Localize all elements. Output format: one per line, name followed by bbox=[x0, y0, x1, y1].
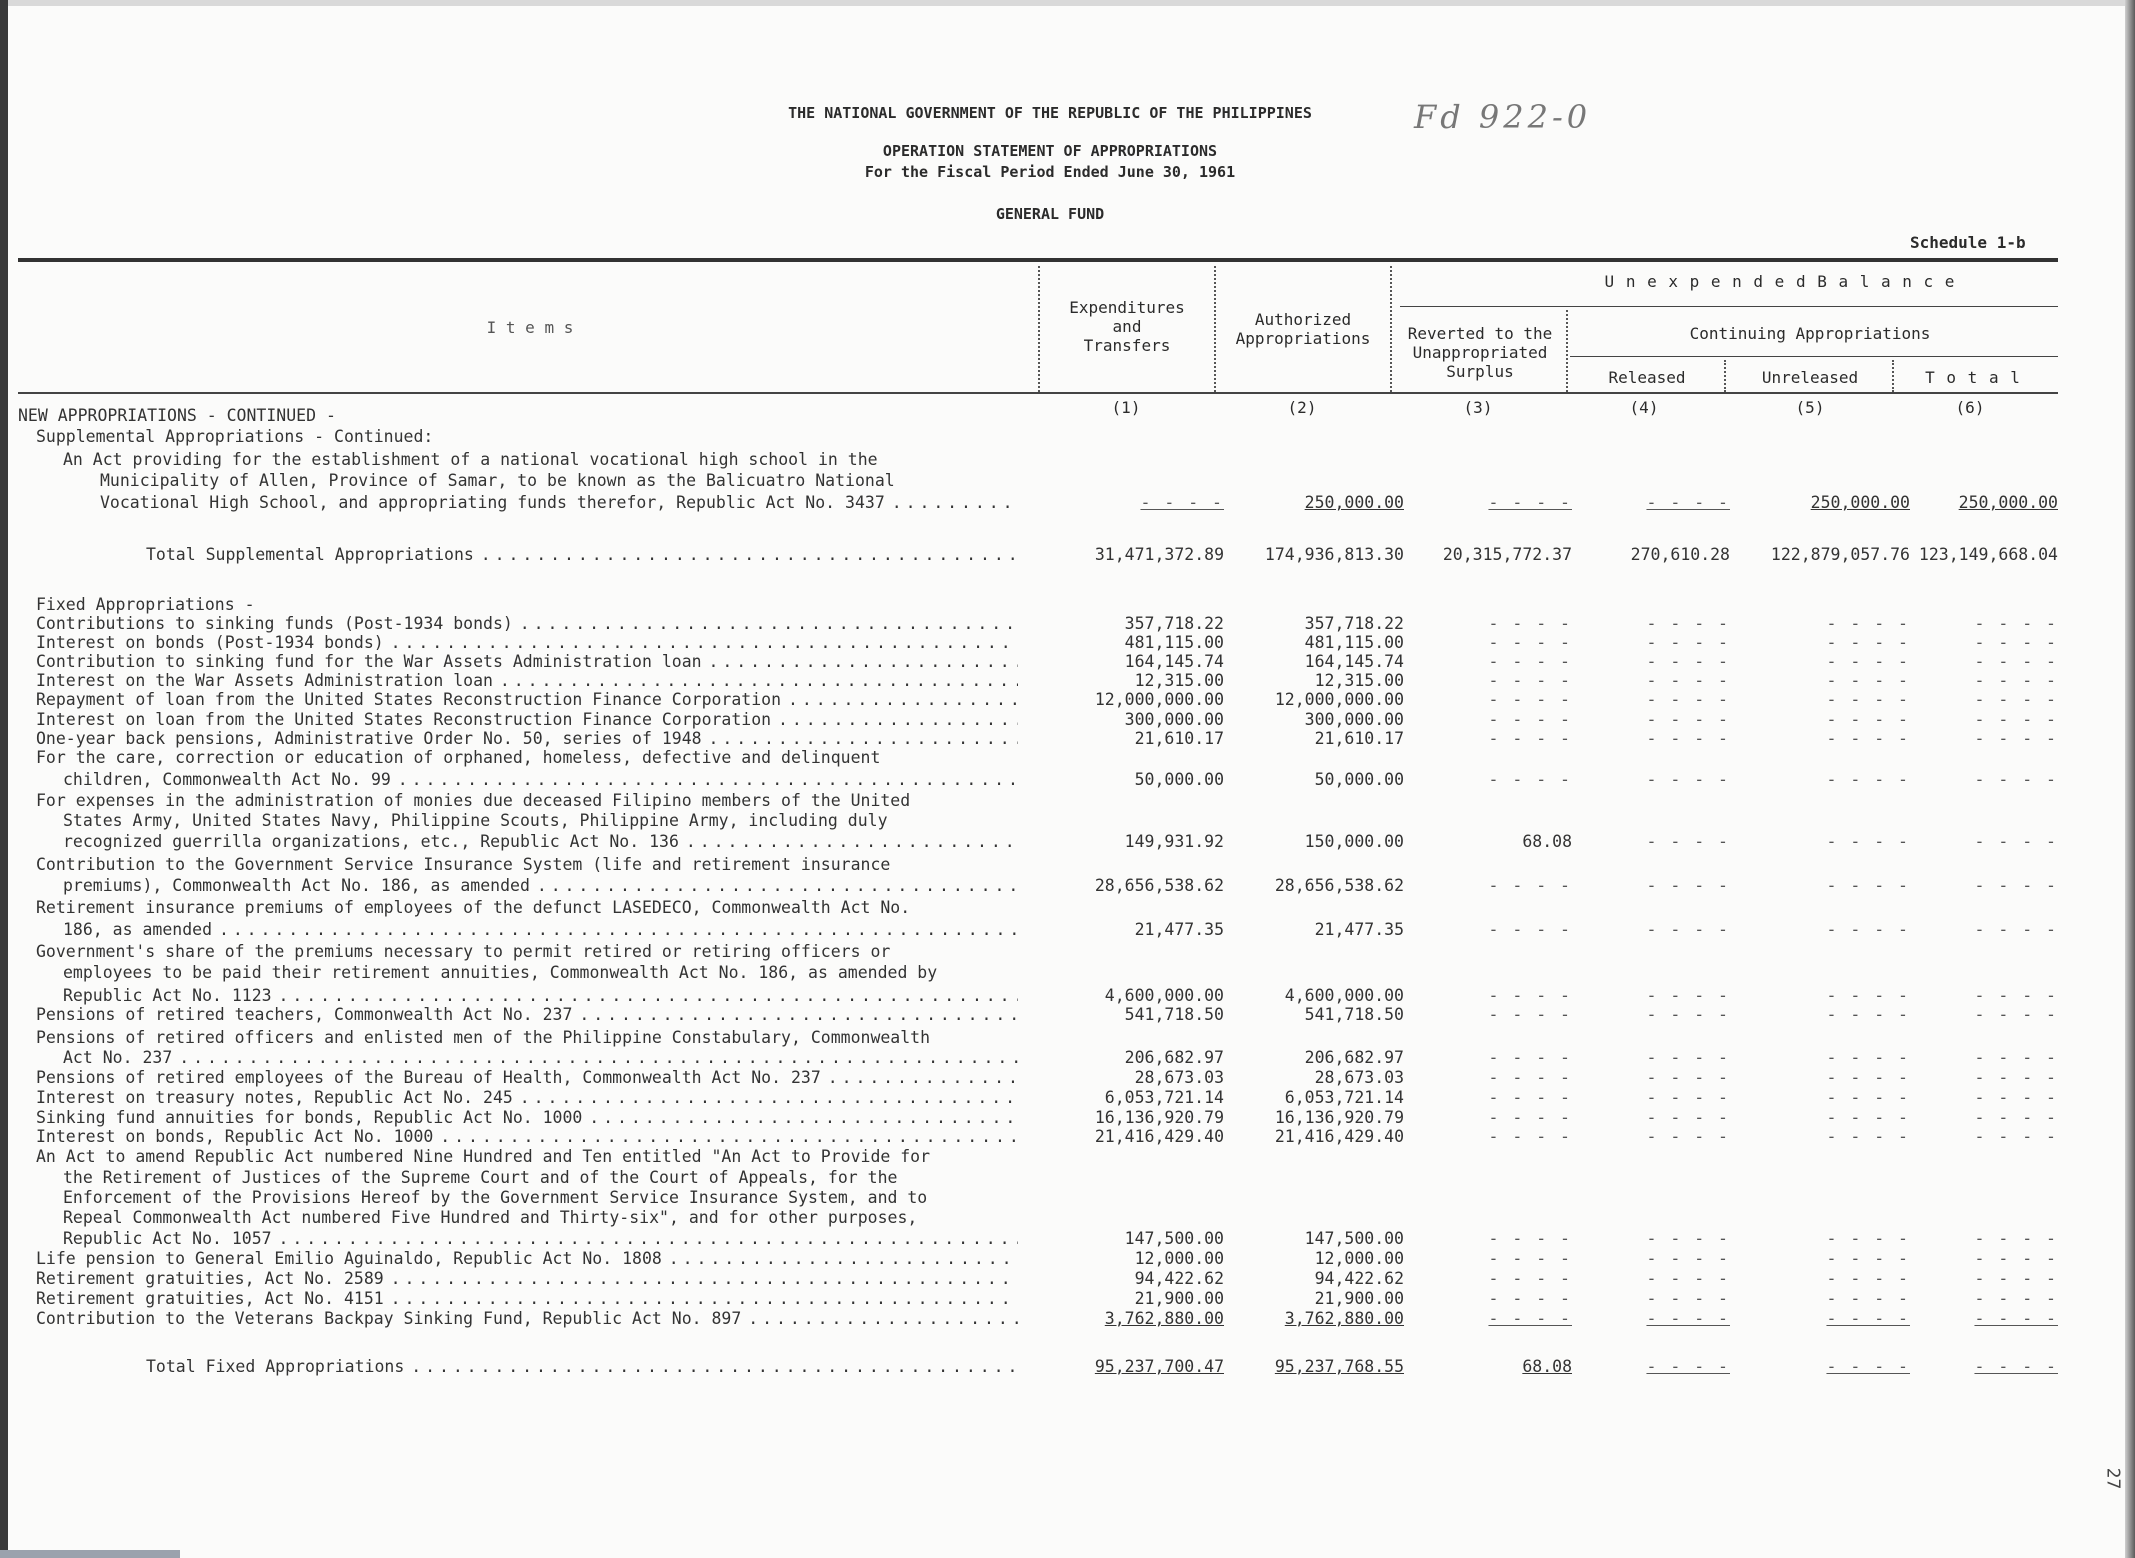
row-value-col3: - - - - bbox=[1488, 1068, 1572, 1087]
row-value-col2: 300,000.00 bbox=[1304, 710, 1404, 729]
row-value-col1: 95,237,700.47 bbox=[1094, 1357, 1224, 1376]
row-label: Interest on bonds, Republic Act No. 1000 . . . bbox=[18, 1127, 1018, 1146]
row-value-col4: - - - - bbox=[1646, 614, 1730, 633]
row-value-col5: - - - - bbox=[1826, 1005, 1910, 1024]
row-value-col3: - - - - bbox=[1488, 920, 1572, 939]
row-label: premiums), Commonwealth Act No. 186, as amended . . . bbox=[18, 876, 1018, 895]
table-row bbox=[18, 1357, 2058, 1376]
row-value-col5: 250,000.00 bbox=[1810, 493, 1910, 512]
row-value-col2: 481,115.00 bbox=[1304, 633, 1404, 652]
row-label: Repeal Commonwealth Act numbered Five Hundred and Thirty-six", and for other purposes, bbox=[63, 1208, 918, 1227]
scan-edge-top bbox=[0, 0, 2135, 6]
column-head-expenditures-line1: Expenditures bbox=[1069, 298, 1185, 317]
table-row bbox=[18, 493, 2058, 512]
row-value-col6: - - - - bbox=[1974, 1309, 2058, 1328]
table-row bbox=[18, 1028, 2058, 1047]
table-row bbox=[18, 920, 2058, 939]
row-label: Retirement gratuities, Act No. 4151 . . . bbox=[18, 1289, 1018, 1308]
row-value-col3: - - - - bbox=[1488, 1088, 1572, 1107]
row-value-col2: 150,000.00 bbox=[1304, 832, 1404, 851]
row-value-col5: - - - - bbox=[1826, 614, 1910, 633]
schedule-label: Schedule 1-b bbox=[1910, 233, 2026, 252]
row-label: Contribution to the Government Service Insurance System (life and retirement insurance bbox=[36, 855, 891, 874]
row-value-col3: - - - - bbox=[1488, 876, 1572, 895]
row-value-col6: 250,000.00 bbox=[1958, 493, 2058, 512]
row-label: States Army, United States Navy, Philippine Scouts, Philippine Army, including duly bbox=[63, 811, 888, 830]
row-value-col4: - - - - bbox=[1646, 770, 1730, 789]
row-value-col4: - - - - bbox=[1646, 493, 1730, 512]
table-row bbox=[18, 633, 2058, 652]
row-value-col2: 28,656,538.62 bbox=[1274, 876, 1404, 895]
row-value-col2: 94,422.62 bbox=[1314, 1269, 1404, 1288]
row-value-col6: - - - - bbox=[1974, 1357, 2058, 1376]
row-value-col3: - - - - bbox=[1488, 1048, 1572, 1067]
table-row bbox=[18, 963, 2058, 982]
row-value-col6: - - - - bbox=[1974, 1289, 2058, 1308]
row-value-col4: - - - - bbox=[1646, 1249, 1730, 1268]
table-row bbox=[18, 471, 2058, 490]
table-row bbox=[18, 942, 2058, 961]
row-value-col6: - - - - bbox=[1974, 1068, 2058, 1087]
row-value-col6: - - - - bbox=[1974, 690, 2058, 709]
row-value-col5: - - - - bbox=[1826, 920, 1910, 939]
row-value-col6: - - - - bbox=[1974, 633, 2058, 652]
row-label: An Act providing for the establishment of a national vocational high school in the bbox=[63, 450, 878, 469]
column-head-authorized-line1: Authorized bbox=[1254, 310, 1352, 329]
row-label: Repayment of loan from the United States Reconstruction Finance Corporation . . . bbox=[18, 690, 1018, 709]
row-value-col5: - - - - bbox=[1826, 1357, 1910, 1376]
row-value-col3: - - - - bbox=[1488, 652, 1572, 671]
row-value-col2: 50,000.00 bbox=[1314, 770, 1404, 789]
row-value-col5: - - - - bbox=[1826, 1309, 1910, 1328]
table-row bbox=[18, 855, 2058, 874]
row-value-col2: 21,900.00 bbox=[1314, 1289, 1404, 1308]
row-value-col4: - - - - bbox=[1646, 1229, 1730, 1248]
column-head-reverted-line1: Reverted to the bbox=[1407, 324, 1553, 343]
column-head-expenditures-line3: Transfers bbox=[1083, 336, 1171, 355]
column-head-reverted-line3: Surplus bbox=[1446, 362, 1514, 381]
row-value-col1: 21,610.17 bbox=[1134, 729, 1224, 748]
row-value-col5: - - - - bbox=[1826, 671, 1910, 690]
row-value-col1: 50,000.00 bbox=[1134, 770, 1224, 789]
table-row bbox=[18, 690, 2058, 709]
table-row bbox=[18, 573, 2058, 592]
row-value-col5: - - - - bbox=[1826, 1108, 1910, 1127]
row-value-col5: - - - - bbox=[1826, 1048, 1910, 1067]
row-label: Interest on loan from the United States Reconstruction Finance Corporation . . . bbox=[18, 710, 1018, 729]
row-value-col6: - - - - bbox=[1974, 710, 2058, 729]
row-value-col5: - - - - bbox=[1826, 690, 1910, 709]
row-value-col3: 68.08 bbox=[1522, 1357, 1572, 1376]
row-value-col5: - - - - bbox=[1826, 986, 1910, 1005]
row-value-col1: 206,682.97 bbox=[1124, 1048, 1224, 1067]
row-value-col4: - - - - bbox=[1646, 690, 1730, 709]
row-value-col3: - - - - bbox=[1488, 614, 1572, 633]
row-value-col6: 123,149,668.04 bbox=[1918, 545, 2058, 564]
row-label: Total Supplemental Appropriations . . . bbox=[18, 545, 1018, 564]
row-value-col6: - - - - bbox=[1974, 986, 2058, 1005]
row-label: Government's share of the premiums necessary to permit retired or retiring officers or bbox=[36, 942, 891, 961]
row-label: Supplemental Appropriations - Continued: bbox=[36, 427, 434, 446]
row-label: Contribution to the Veterans Backpay Sinking Fund, Republic Act No. 897 . . . bbox=[18, 1309, 1018, 1328]
row-value-col2: 16,136,920.79 bbox=[1274, 1108, 1404, 1127]
row-value-col2: 21,610.17 bbox=[1314, 729, 1404, 748]
row-value-col2: 12,315.00 bbox=[1314, 671, 1404, 690]
row-value-col1: 94,422.62 bbox=[1134, 1269, 1224, 1288]
row-value-col2: 357,718.22 bbox=[1304, 614, 1404, 633]
row-value-col5: - - - - bbox=[1826, 633, 1910, 652]
row-value-col6: - - - - bbox=[1974, 1048, 2058, 1067]
row-value-col4: - - - - bbox=[1646, 1005, 1730, 1024]
row-label: Pensions of retired teachers, Commonwealth Act No. 237 . . . bbox=[18, 1005, 1018, 1024]
table-row bbox=[18, 545, 2058, 564]
row-value-col4: - - - - bbox=[1646, 1269, 1730, 1288]
row-label: Interest on bonds (Post-1934 bonds) . . . bbox=[18, 633, 1018, 652]
table-row bbox=[18, 1289, 2058, 1308]
row-value-col3: 20,315,772.37 bbox=[1442, 545, 1572, 564]
row-value-col6: - - - - bbox=[1974, 1229, 2058, 1248]
header-period: For the Fiscal Period Ended June 30, 1961 bbox=[864, 163, 1236, 181]
row-value-col1: 149,931.92 bbox=[1124, 832, 1224, 851]
table-row bbox=[18, 1168, 2058, 1187]
row-value-col4: - - - - bbox=[1646, 633, 1730, 652]
column-head-reverted-line2: Unappropriated bbox=[1412, 343, 1548, 362]
row-value-col3: - - - - bbox=[1488, 671, 1572, 690]
row-value-col5: - - - - bbox=[1826, 876, 1910, 895]
row-value-col3: - - - - bbox=[1488, 1309, 1572, 1328]
table-row bbox=[18, 1208, 2058, 1227]
row-value-col1: 16,136,920.79 bbox=[1094, 1108, 1224, 1127]
table-row bbox=[18, 1127, 2058, 1146]
table-row bbox=[18, 1309, 2058, 1328]
table-row bbox=[18, 1048, 2058, 1067]
column-head-expenditures bbox=[1044, 298, 1210, 355]
row-value-col4: - - - - bbox=[1646, 710, 1730, 729]
row-value-col3: - - - - bbox=[1488, 1005, 1572, 1024]
row-value-col4: - - - - bbox=[1646, 1357, 1730, 1376]
row-value-col2: 3,762,880.00 bbox=[1284, 1309, 1404, 1328]
table-top-rule bbox=[18, 258, 2058, 262]
row-value-col5: - - - - bbox=[1826, 710, 1910, 729]
table-row bbox=[18, 1188, 2058, 1207]
row-value-col1: 28,656,538.62 bbox=[1094, 876, 1224, 895]
table-row bbox=[18, 614, 2058, 633]
row-value-col3: - - - - bbox=[1488, 1229, 1572, 1248]
row-value-col4: - - - - bbox=[1646, 876, 1730, 895]
row-value-col1: 28,673.03 bbox=[1134, 1068, 1224, 1087]
row-value-col3: - - - - bbox=[1488, 710, 1572, 729]
row-label: Republic Act No. 1057 . . . bbox=[18, 1229, 1018, 1248]
column-separator-6 bbox=[1892, 360, 1894, 392]
row-value-col6: - - - - bbox=[1974, 1269, 2058, 1288]
column-number-2: (2) bbox=[1287, 398, 1317, 417]
column-head-expenditures-line2: and bbox=[1112, 317, 1142, 336]
row-value-col5: - - - - bbox=[1826, 1229, 1910, 1248]
scan-edge-left bbox=[0, 0, 8, 1558]
row-value-col6: - - - - bbox=[1974, 1088, 2058, 1107]
row-value-col2: 174,936,813.30 bbox=[1264, 545, 1404, 564]
scan-edge-right bbox=[2125, 0, 2135, 1558]
row-value-col5: - - - - bbox=[1826, 1289, 1910, 1308]
column-head-continuing: Continuing Appropriations bbox=[1689, 324, 1931, 343]
row-label: employees to be paid their retirement annuities, Commonwealth Act No. 186, as amended by bbox=[63, 963, 938, 982]
row-value-col2: 6,053,721.14 bbox=[1284, 1088, 1404, 1107]
row-value-col4: - - - - bbox=[1646, 1127, 1730, 1146]
row-label: Contribution to sinking fund for the War Assets Administration loan . . . bbox=[18, 652, 1018, 671]
table-row bbox=[18, 811, 2058, 830]
archive-footer-strip bbox=[0, 1550, 180, 1558]
row-label: Pensions of retired employees of the Bureau of Health, Commonwealth Act No. 237 . . . bbox=[18, 1068, 1018, 1087]
row-value-col3: - - - - bbox=[1488, 633, 1572, 652]
table-row bbox=[18, 1329, 2058, 1348]
row-value-col6: - - - - bbox=[1974, 770, 2058, 789]
row-label: Total Fixed Appropriations . . . bbox=[18, 1357, 1018, 1376]
row-value-col5: - - - - bbox=[1826, 1249, 1910, 1268]
row-value-col1: 300,000.00 bbox=[1124, 710, 1224, 729]
row-value-col1: 12,315.00 bbox=[1134, 671, 1224, 690]
row-value-col1: 357,718.22 bbox=[1124, 614, 1224, 633]
table-row bbox=[18, 986, 2058, 1005]
column-head-released: Released bbox=[1608, 368, 1686, 387]
row-value-col2: 12,000,000.00 bbox=[1274, 690, 1404, 709]
row-value-col1: 31,471,372.89 bbox=[1094, 545, 1224, 564]
column-head-reverted bbox=[1396, 324, 1564, 381]
header-statement: OPERATION STATEMENT OF APPROPRIATIONS bbox=[882, 142, 1218, 160]
row-value-col1: 12,000,000.00 bbox=[1094, 690, 1224, 709]
row-label: Republic Act No. 1123 . . . bbox=[18, 986, 1018, 1005]
column-head-unreleased: Unreleased bbox=[1761, 368, 1859, 387]
column-separator-1 bbox=[1038, 266, 1040, 392]
row-value-col4: - - - - bbox=[1646, 920, 1730, 939]
row-label: One-year back pensions, Administrative Order No. 50, series of 1948 . . . bbox=[18, 729, 1018, 748]
row-label: recognized guerrilla organizations, etc., Republic Act No. 136 . . . bbox=[18, 832, 1018, 851]
header-bottom-rule bbox=[18, 392, 2058, 394]
row-label: Fixed Appropriations - bbox=[36, 595, 255, 614]
table-row bbox=[18, 652, 2058, 671]
row-value-col2: 21,477.35 bbox=[1314, 920, 1404, 939]
row-value-col6: - - - - bbox=[1974, 652, 2058, 671]
column-head-unexpended-balance: U n e x p e n d e d B a l a n c e bbox=[1604, 272, 1956, 291]
row-value-col4: - - - - bbox=[1646, 1068, 1730, 1087]
column-head-authorized-line2: Appropriations bbox=[1235, 329, 1371, 348]
row-label: For expenses in the administration of monies due deceased Filipino members of the United bbox=[36, 791, 911, 810]
row-value-col4: - - - - bbox=[1646, 671, 1730, 690]
row-value-col3: - - - - bbox=[1488, 729, 1572, 748]
row-label: 186, as amended . . . bbox=[18, 920, 1018, 939]
row-value-col4: - - - - bbox=[1646, 729, 1730, 748]
row-value-col4: - - - - bbox=[1646, 1088, 1730, 1107]
row-value-col5: - - - - bbox=[1826, 1088, 1910, 1107]
row-value-col4: - - - - bbox=[1646, 652, 1730, 671]
row-value-col5: - - - - bbox=[1826, 1269, 1910, 1288]
handwritten-annotation: Fd 922-0 bbox=[1414, 98, 1592, 136]
table-row bbox=[18, 898, 2058, 917]
row-value-col6: - - - - bbox=[1974, 1249, 2058, 1268]
header-government: THE NATIONAL GOVERNMENT OF THE REPUBLIC OF THE PHILIPPINES bbox=[788, 104, 1312, 122]
row-value-col4: - - - - bbox=[1646, 986, 1730, 1005]
row-value-col5: 122,879,057.76 bbox=[1770, 545, 1910, 564]
column-number-5: (5) bbox=[1795, 398, 1825, 417]
page-number: 27 bbox=[2102, 1467, 2124, 1490]
row-label: Municipality of Allen, Province of Samar, to be known as the Balicuatro National bbox=[100, 471, 895, 490]
row-value-col2: 21,416,429.40 bbox=[1274, 1127, 1404, 1146]
row-value-col6: - - - - bbox=[1974, 1108, 2058, 1127]
row-label: Interest on treasury notes, Republic Act No. 245 . . . bbox=[18, 1088, 1018, 1107]
row-value-col2: 147,500.00 bbox=[1304, 1229, 1404, 1248]
row-value-col4: 270,610.28 bbox=[1630, 545, 1730, 564]
column-head-authorized bbox=[1220, 310, 1386, 348]
header-fund: GENERAL FUND bbox=[995, 205, 1105, 223]
table-row bbox=[18, 791, 2058, 810]
row-value-col1: 481,115.00 bbox=[1124, 633, 1224, 652]
row-value-col3: - - - - bbox=[1488, 1269, 1572, 1288]
table-row bbox=[18, 1088, 2058, 1107]
row-value-col3: - - - - bbox=[1488, 986, 1572, 1005]
row-value-col3: - - - - bbox=[1488, 1249, 1572, 1268]
column-separator-4 bbox=[1566, 310, 1568, 392]
row-value-col1: 147,500.00 bbox=[1124, 1229, 1224, 1248]
table-row bbox=[18, 427, 2058, 446]
column-number-1: (1) bbox=[1111, 398, 1141, 417]
table-row bbox=[18, 1249, 2058, 1268]
row-label: Retirement insurance premiums of employees of the defunct LASEDECO, Commonwealth Act No. bbox=[36, 898, 911, 917]
row-value-col6: - - - - bbox=[1974, 614, 2058, 633]
table-row bbox=[18, 832, 2058, 851]
row-label: Interest on the War Assets Administration loan . . . bbox=[18, 671, 1018, 690]
row-value-col5: - - - - bbox=[1826, 1127, 1910, 1146]
row-value-col2: 164,145.74 bbox=[1304, 652, 1404, 671]
row-label: children, Commonwealth Act No. 99 . . . bbox=[18, 770, 1018, 789]
row-value-col3: - - - - bbox=[1488, 770, 1572, 789]
row-value-col6: - - - - bbox=[1974, 876, 2058, 895]
table-row bbox=[18, 876, 2058, 895]
row-value-col6: - - - - bbox=[1974, 832, 2058, 851]
row-value-col1: 541,718.50 bbox=[1124, 1005, 1224, 1024]
row-value-col6: - - - - bbox=[1974, 729, 2058, 748]
row-value-col2: 541,718.50 bbox=[1304, 1005, 1404, 1024]
row-value-col4: - - - - bbox=[1646, 832, 1730, 851]
column-head-total: T o t a l bbox=[1925, 368, 2021, 387]
row-value-col3: 68.08 bbox=[1522, 832, 1572, 851]
row-value-col3: - - - - bbox=[1488, 1127, 1572, 1146]
row-label: Act No. 237 . . . bbox=[18, 1048, 1018, 1067]
table-row bbox=[18, 522, 2058, 541]
row-label: Retirement gratuities, Act No. 2589 . . . bbox=[18, 1269, 1018, 1288]
row-value-col5: - - - - bbox=[1826, 1068, 1910, 1087]
row-value-col6: - - - - bbox=[1974, 1127, 2058, 1146]
row-label: NEW APPROPRIATIONS - CONTINUED - bbox=[18, 406, 336, 425]
row-value-col4: - - - - bbox=[1646, 1048, 1730, 1067]
table-row bbox=[18, 1068, 2058, 1087]
row-value-col3: - - - - bbox=[1488, 1108, 1572, 1127]
row-value-col5: - - - - bbox=[1826, 729, 1910, 748]
row-label: Contributions to sinking funds (Post-1934 bonds) . . . bbox=[18, 614, 1018, 633]
row-value-col1: 21,900.00 bbox=[1134, 1289, 1224, 1308]
row-value-col1: 4,600,000.00 bbox=[1104, 986, 1224, 1005]
row-value-col5: - - - - bbox=[1826, 832, 1910, 851]
row-value-col4: - - - - bbox=[1646, 1309, 1730, 1328]
table-row bbox=[18, 1005, 2058, 1024]
header-rule-unexpended bbox=[1400, 306, 2058, 307]
row-value-col5: - - - - bbox=[1826, 652, 1910, 671]
table-row bbox=[18, 1108, 2058, 1127]
header-rule-continuing bbox=[1570, 356, 2058, 357]
table-row bbox=[18, 450, 2058, 469]
table-row bbox=[18, 671, 2058, 690]
row-value-col5: - - - - bbox=[1826, 770, 1910, 789]
row-value-col1: 3,762,880.00 bbox=[1104, 1309, 1224, 1328]
table-row bbox=[18, 1147, 2058, 1166]
row-value-col4: - - - - bbox=[1646, 1108, 1730, 1127]
row-label: Pensions of retired officers and enlisted men of the Philippine Constabulary, Commonwealth bbox=[36, 1028, 931, 1047]
row-value-col3: - - - - bbox=[1488, 690, 1572, 709]
row-value-col6: - - - - bbox=[1974, 671, 2058, 690]
row-value-col1: 12,000.00 bbox=[1134, 1249, 1224, 1268]
column-head-items: I t e m s bbox=[486, 318, 574, 337]
table-row bbox=[18, 729, 2058, 748]
row-value-col2: 12,000.00 bbox=[1314, 1249, 1404, 1268]
column-number-4: (4) bbox=[1629, 398, 1659, 417]
column-separator-3 bbox=[1390, 266, 1392, 392]
table-row bbox=[18, 1229, 2058, 1248]
row-label: An Act to amend Republic Act numbered Nine Hundred and Ten entitled "An Act to Provide for bbox=[36, 1147, 931, 1166]
table-row bbox=[18, 770, 2058, 789]
column-number-6: (6) bbox=[1955, 398, 1985, 417]
row-value-col2: 28,673.03 bbox=[1314, 1068, 1404, 1087]
row-value-col1: 6,053,721.14 bbox=[1104, 1088, 1224, 1107]
row-value-col1: - - - - bbox=[1140, 493, 1224, 512]
row-value-col2: 206,682.97 bbox=[1304, 1048, 1404, 1067]
row-value-col2: 250,000.00 bbox=[1304, 493, 1404, 512]
table-row bbox=[18, 595, 2058, 614]
row-value-col4: - - - - bbox=[1646, 1289, 1730, 1308]
row-value-col2: 4,600,000.00 bbox=[1284, 986, 1404, 1005]
table-row bbox=[18, 710, 2058, 729]
row-value-col6: - - - - bbox=[1974, 1005, 2058, 1024]
row-label: Enforcement of the Provisions Hereof by the Government Service Insurance System, and to bbox=[63, 1188, 928, 1207]
row-value-col3: - - - - bbox=[1488, 493, 1572, 512]
row-label: Life pension to General Emilio Aguinaldo, Republic Act No. 1808 . . . bbox=[18, 1249, 1018, 1268]
table-row bbox=[18, 748, 2058, 767]
row-value-col1: 21,416,429.40 bbox=[1094, 1127, 1224, 1146]
row-value-col6: - - - - bbox=[1974, 920, 2058, 939]
row-label: the Retirement of Justices of the Supreme Court and of the Court of Appeals, for the bbox=[63, 1168, 898, 1187]
row-value-col2: 95,237,768.55 bbox=[1274, 1357, 1404, 1376]
row-label: Vocational High School, and appropriating funds therefor, Republic Act No. 3437 . . . bbox=[18, 493, 1018, 512]
table-row bbox=[18, 406, 2058, 425]
column-number-3: (3) bbox=[1463, 398, 1493, 417]
row-label: For the care, correction or education of orphaned, homeless, defective and delinquent bbox=[36, 748, 881, 767]
row-value-col3: - - - - bbox=[1488, 1289, 1572, 1308]
column-separator-5 bbox=[1724, 360, 1726, 392]
table-row bbox=[18, 1269, 2058, 1288]
row-label: Sinking fund annuities for bonds, Republic Act No. 1000 . . . bbox=[18, 1108, 1018, 1127]
column-separator-2 bbox=[1214, 266, 1216, 392]
row-value-col1: 21,477.35 bbox=[1134, 920, 1224, 939]
row-value-col1: 164,145.74 bbox=[1124, 652, 1224, 671]
